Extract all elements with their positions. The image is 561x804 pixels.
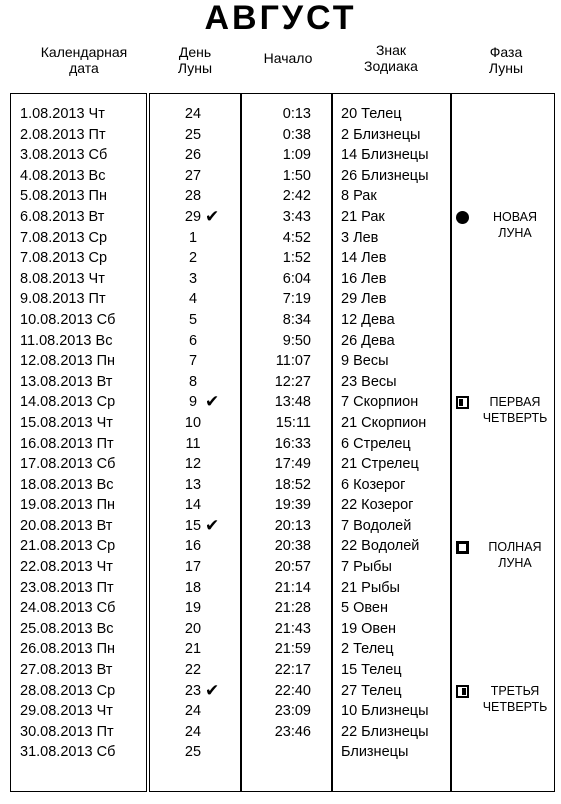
date-text: 29.08.2013 Чт — [20, 703, 113, 720]
day-text: 6 — [188, 332, 198, 349]
date-text: 1.08.2013 Чт — [20, 106, 105, 122]
day-text: 24 — [184, 106, 202, 122]
sign-text: 26 Дева — [341, 332, 395, 349]
start-text: 12:27 — [274, 373, 311, 390]
date-cell — [10, 598, 147, 619]
check-mark-icon: ✔ — [205, 515, 220, 535]
day-text: 24 — [184, 703, 202, 720]
date-cell — [10, 248, 147, 269]
sign-cell — [331, 681, 452, 702]
start-text: 4:52 — [282, 229, 311, 246]
day-cell — [149, 248, 237, 269]
date-cell — [10, 104, 147, 125]
date-cell — [10, 372, 147, 393]
sign-text: 26 Близнецы — [341, 167, 429, 184]
start-cell — [241, 145, 333, 166]
moon-phase-label-line: НОВАЯ — [492, 210, 538, 224]
sign-text: 21 Рак — [341, 208, 385, 225]
sign-text: 21 Рыбы — [341, 579, 400, 596]
date-cell — [10, 145, 147, 166]
date-text: 14.08.2013 Ср — [20, 394, 116, 411]
day-text: 23 — [184, 682, 202, 699]
day-text: 8 — [188, 373, 198, 390]
sign-text: 19 Овен — [341, 620, 397, 637]
day-text: 15 — [184, 517, 202, 534]
day-text: 1 — [188, 229, 198, 246]
start-text: 13:48 — [274, 394, 311, 411]
date-cell — [10, 331, 147, 352]
date-text: 3.08.2013 Сб — [20, 147, 108, 164]
sign-cell — [331, 207, 452, 228]
day-text: 3 — [188, 270, 198, 287]
date-cell — [10, 701, 147, 722]
date-cell — [10, 536, 147, 557]
first-quarter-icon — [456, 396, 469, 409]
sign-cell — [331, 372, 452, 393]
column-day — [149, 104, 237, 763]
start-cell — [241, 578, 333, 599]
column-sign — [331, 104, 452, 763]
start-text: 19:39 — [274, 497, 311, 514]
start-text: 0:38 — [282, 126, 311, 143]
day-cell — [149, 619, 237, 640]
new-moon-icon — [456, 211, 469, 224]
sign-cell — [331, 392, 452, 413]
date-cell — [10, 228, 147, 249]
start-text: 21:43 — [274, 620, 311, 637]
start-text: 21:14 — [274, 579, 311, 596]
date-text: 11.08.2013 Вс — [20, 332, 113, 349]
date-cell — [10, 351, 147, 372]
sign-text: Близнецы — [341, 744, 409, 761]
sign-text: 15 Телец — [341, 662, 402, 679]
day-text: 11 — [185, 435, 201, 452]
start-cell — [241, 536, 333, 557]
sign-cell — [331, 248, 452, 269]
day-cell — [149, 660, 237, 681]
date-text: 30.08.2013 Пт — [20, 723, 114, 740]
sign-cell — [331, 598, 452, 619]
day-text: 5 — [188, 311, 198, 328]
start-cell — [241, 228, 333, 249]
start-cell — [241, 639, 333, 660]
date-text: 18.08.2013 Вс — [20, 476, 114, 493]
date-text: 7.08.2013 Ср — [20, 250, 108, 267]
day-cell — [149, 681, 237, 702]
header-sign-line2: Зодиака — [364, 58, 418, 74]
sign-cell — [331, 289, 452, 310]
column-start — [241, 104, 333, 763]
day-cell — [149, 104, 237, 125]
moon-phase-label-line: ПЕРВАЯ — [489, 395, 541, 410]
start-text: 9:50 — [282, 332, 311, 349]
moon-phase-label — [474, 209, 556, 241]
date-text: 31.08.2013 Сб — [20, 744, 116, 761]
sign-text: 20 Телец — [341, 106, 402, 122]
date-cell — [10, 475, 147, 496]
check-mark-icon: ✔ — [205, 680, 220, 700]
sign-cell — [331, 742, 452, 763]
sign-text: 7 Водолей — [341, 517, 412, 534]
day-text: 25 — [184, 744, 202, 761]
start-cell — [241, 104, 333, 125]
start-cell — [241, 392, 333, 413]
sign-text: 7 Скорпион — [341, 394, 419, 411]
start-text: 22:17 — [274, 662, 311, 679]
date-cell — [10, 413, 147, 434]
day-text: 17 — [184, 559, 202, 576]
day-text: 21 — [184, 641, 202, 658]
sign-cell — [331, 166, 452, 187]
header-sign-line1: Знак — [375, 42, 407, 58]
sign-cell — [331, 269, 452, 290]
sign-cell — [331, 516, 452, 537]
day-text: 18 — [184, 579, 202, 596]
date-text: 27.08.2013 Вт — [20, 662, 113, 679]
start-cell — [241, 207, 333, 228]
day-cell — [149, 598, 237, 619]
date-text: 22.08.2013 Чт — [20, 559, 113, 576]
sign-text: 22 Водолей — [341, 538, 420, 555]
day-cell — [149, 578, 237, 599]
day-cell — [149, 701, 237, 722]
start-cell — [241, 351, 333, 372]
check-mark-icon: ✔ — [205, 206, 220, 226]
sign-text: 2 Телец — [341, 641, 394, 658]
day-cell — [149, 454, 237, 475]
day-text: 24 — [184, 723, 202, 740]
sign-text: 7 Рыбы — [341, 559, 392, 576]
moon-phase-label — [474, 539, 556, 571]
date-cell — [10, 722, 147, 743]
day-cell — [149, 516, 237, 537]
date-cell — [10, 495, 147, 516]
date-text: 26.08.2013 Пн — [20, 641, 116, 658]
moon-phase-label-line: ПОЛНАЯ — [488, 539, 542, 554]
moon-phase-label-line: ЧЕТВЕРТЬ — [482, 411, 548, 426]
sign-cell — [331, 310, 452, 331]
day-text: 27 — [184, 167, 202, 184]
start-text: 18:52 — [274, 476, 311, 493]
start-text: 11:07 — [275, 353, 311, 370]
day-text: 9 — [188, 394, 198, 411]
sign-cell — [331, 351, 452, 372]
moon-phase-label-line: ЛУНА — [498, 226, 532, 240]
date-text: 12.08.2013 Пн — [20, 353, 116, 370]
start-cell — [241, 413, 333, 434]
date-text: 24.08.2013 Сб — [20, 600, 116, 617]
date-cell — [10, 207, 147, 228]
sign-text: 8 Рак — [341, 188, 377, 205]
header-day-line2: Луны — [177, 60, 213, 76]
sign-text: 22 Близнецы — [341, 723, 429, 740]
start-text: 23:09 — [274, 703, 311, 720]
start-cell — [241, 331, 333, 352]
sign-cell — [331, 475, 452, 496]
start-text: 7:19 — [282, 291, 311, 308]
start-cell — [241, 166, 333, 187]
date-text: 4.08.2013 Вс — [20, 167, 106, 184]
start-cell — [241, 248, 333, 269]
start-text: 20:57 — [274, 559, 311, 576]
day-text: 2 — [188, 250, 198, 267]
page-title: АВГУСТ — [204, 0, 357, 37]
date-cell — [10, 310, 147, 331]
day-cell — [149, 495, 237, 516]
date-text: 5.08.2013 Пн — [20, 188, 107, 205]
day-text: 25 — [184, 126, 202, 143]
day-cell — [149, 722, 237, 743]
day-text: 19 — [184, 600, 202, 617]
start-cell — [241, 701, 333, 722]
start-cell — [241, 495, 333, 516]
start-cell — [241, 269, 333, 290]
date-cell — [10, 186, 147, 207]
date-text: 19.08.2013 Пн — [20, 497, 116, 514]
header-start — [243, 50, 333, 66]
day-text: 20 — [184, 620, 202, 637]
date-cell — [10, 660, 147, 681]
day-cell — [149, 639, 237, 660]
start-text: 3:43 — [282, 208, 311, 225]
start-text: 8:34 — [282, 311, 311, 328]
day-cell — [149, 392, 237, 413]
sign-cell — [331, 495, 452, 516]
day-text: 13 — [184, 476, 202, 493]
sign-cell — [331, 578, 452, 599]
day-cell — [149, 289, 237, 310]
date-cell — [10, 289, 147, 310]
day-cell — [149, 742, 237, 763]
column-date — [10, 104, 147, 763]
day-text: 10 — [184, 414, 202, 431]
header-phase — [453, 44, 559, 76]
day-cell — [149, 269, 237, 290]
day-cell — [149, 310, 237, 331]
sign-cell — [331, 228, 452, 249]
start-cell — [241, 516, 333, 537]
day-cell — [149, 331, 237, 352]
day-cell — [149, 557, 237, 578]
sign-cell — [331, 104, 452, 125]
start-cell — [241, 557, 333, 578]
start-cell — [241, 186, 333, 207]
day-cell — [149, 166, 237, 187]
sign-text: 9 Весы — [341, 353, 389, 370]
moon-phase-label-line: ЛУНА — [498, 555, 532, 570]
date-cell — [10, 578, 147, 599]
date-cell — [10, 434, 147, 455]
date-text: 28.08.2013 Ср — [20, 682, 116, 699]
day-text: 22 — [184, 662, 202, 679]
sign-cell — [331, 619, 452, 640]
day-text: 14 — [184, 497, 202, 514]
day-text: 4 — [188, 291, 198, 308]
header-sign — [335, 42, 447, 74]
header-start-line1: Начало — [263, 50, 313, 66]
sign-text: 16 Лев — [341, 270, 387, 287]
sign-text: 27 Телец — [341, 682, 402, 699]
date-text: 13.08.2013 Вт — [20, 373, 113, 390]
day-text: 16 — [184, 538, 202, 555]
start-text: 23:46 — [274, 723, 311, 740]
sign-text: 21 Скорпион — [341, 414, 427, 431]
date-cell — [10, 742, 147, 763]
last-quarter-icon — [456, 685, 469, 698]
sign-cell — [331, 660, 452, 681]
sign-text: 2 Близнецы — [341, 126, 421, 143]
date-cell — [10, 269, 147, 290]
start-text: 2:42 — [282, 188, 311, 205]
header-day-line1: День — [178, 44, 212, 60]
sign-text: 5 Овен — [341, 600, 388, 617]
date-text: 25.08.2013 Вс — [20, 620, 114, 637]
date-cell — [10, 454, 147, 475]
start-cell — [241, 681, 333, 702]
sign-text: 6 Козерог — [341, 476, 406, 493]
sign-text: 21 Стрелец — [341, 456, 419, 473]
date-text: 2.08.2013 Пт — [20, 126, 106, 143]
start-cell — [241, 598, 333, 619]
day-text: 28 — [184, 188, 202, 205]
day-cell — [149, 228, 237, 249]
date-cell — [10, 392, 147, 413]
sign-cell — [331, 125, 452, 146]
date-cell — [10, 639, 147, 660]
sign-cell — [331, 557, 452, 578]
sign-cell — [331, 331, 452, 352]
day-cell — [149, 475, 237, 496]
day-text: 26 — [184, 147, 202, 164]
start-text: 1:52 — [282, 250, 311, 267]
day-cell — [149, 207, 237, 228]
day-text: 12 — [184, 456, 202, 473]
sign-cell — [331, 722, 452, 743]
full-moon-icon — [456, 541, 469, 554]
date-text: 20.08.2013 Вт — [20, 517, 113, 534]
start-text: 17:49 — [274, 456, 311, 473]
date-cell — [10, 681, 147, 702]
start-cell — [241, 660, 333, 681]
sign-cell — [331, 454, 452, 475]
start-text: 16:33 — [274, 435, 311, 452]
moon-phase-label — [474, 683, 556, 715]
start-cell — [241, 372, 333, 393]
date-cell — [10, 516, 147, 537]
start-text: 0:13 — [282, 106, 311, 122]
start-cell — [241, 454, 333, 475]
moon-phase-label-line: ТРЕТЬЯ — [490, 683, 540, 698]
header-phase-line2: Луны — [488, 60, 524, 76]
day-text: 7 — [188, 353, 198, 370]
sign-text: 22 Козерог — [341, 497, 414, 514]
date-text: 17.08.2013 Сб — [20, 456, 116, 473]
day-text: 29 — [184, 208, 202, 225]
date-cell — [10, 557, 147, 578]
date-text: 10.08.2013 Сб — [20, 311, 116, 328]
day-cell — [149, 413, 237, 434]
start-cell — [241, 310, 333, 331]
start-text: 20:13 — [274, 517, 311, 534]
sign-text: 6 Стрелец — [341, 435, 411, 452]
start-text: 21:28 — [274, 600, 311, 617]
date-cell — [10, 125, 147, 146]
sign-cell — [331, 639, 452, 660]
date-text: 9.08.2013 Пт — [20, 291, 106, 308]
date-text: 23.08.2013 Пт — [20, 579, 114, 596]
day-cell — [149, 125, 237, 146]
start-cell — [241, 742, 333, 763]
start-text: 6:04 — [282, 270, 311, 287]
date-text: 15.08.2013 Чт — [20, 414, 113, 431]
start-text: 1:50 — [282, 167, 311, 184]
check-mark-icon: ✔ — [205, 392, 220, 412]
sign-cell — [331, 434, 452, 455]
header-date-line2: дата — [69, 60, 99, 76]
day-cell — [149, 186, 237, 207]
day-cell — [149, 372, 237, 393]
start-text: 15:11 — [275, 414, 311, 431]
sign-cell — [331, 413, 452, 434]
sign-text: 3 Лев — [341, 229, 379, 246]
start-text: 20:38 — [274, 538, 311, 555]
start-cell — [241, 619, 333, 640]
start-cell — [241, 125, 333, 146]
sign-text: 12 Дева — [341, 311, 395, 328]
sign-cell — [331, 536, 452, 557]
date-text: 6.08.2013 Вт — [20, 208, 105, 225]
date-cell — [10, 619, 147, 640]
header-phase-line1: Фаза — [489, 44, 523, 60]
start-text: 21:59 — [274, 641, 311, 658]
start-cell — [241, 289, 333, 310]
day-cell — [149, 351, 237, 372]
date-text: 7.08.2013 Ср — [20, 229, 108, 246]
sign-text: 14 Близнецы — [341, 147, 429, 164]
day-cell — [149, 145, 237, 166]
sign-text: 10 Близнецы — [341, 703, 429, 720]
header-date — [18, 44, 150, 76]
moon-phase-label-line: ЧЕТВЕРТЬ — [482, 699, 548, 714]
day-cell — [149, 536, 237, 557]
start-text: 1:09 — [282, 147, 311, 164]
start-text: 22:40 — [274, 682, 311, 699]
start-cell — [241, 434, 333, 455]
sign-text: 14 Лев — [341, 250, 387, 267]
moon-phase-label — [474, 394, 556, 426]
start-cell — [241, 475, 333, 496]
header-date-line1: Календарная — [40, 44, 128, 60]
start-cell — [241, 722, 333, 743]
sign-cell — [331, 145, 452, 166]
sign-text: 23 Весы — [341, 373, 397, 390]
date-text: 8.08.2013 Чт — [20, 270, 105, 287]
date-text: 21.08.2013 Ср — [20, 538, 116, 555]
sign-cell — [331, 186, 452, 207]
sign-text: 29 Лев — [341, 291, 387, 308]
day-cell — [149, 434, 237, 455]
sign-cell — [331, 701, 452, 722]
date-text: 16.08.2013 Пт — [20, 435, 114, 452]
header-day — [150, 44, 240, 76]
date-cell — [10, 166, 147, 187]
